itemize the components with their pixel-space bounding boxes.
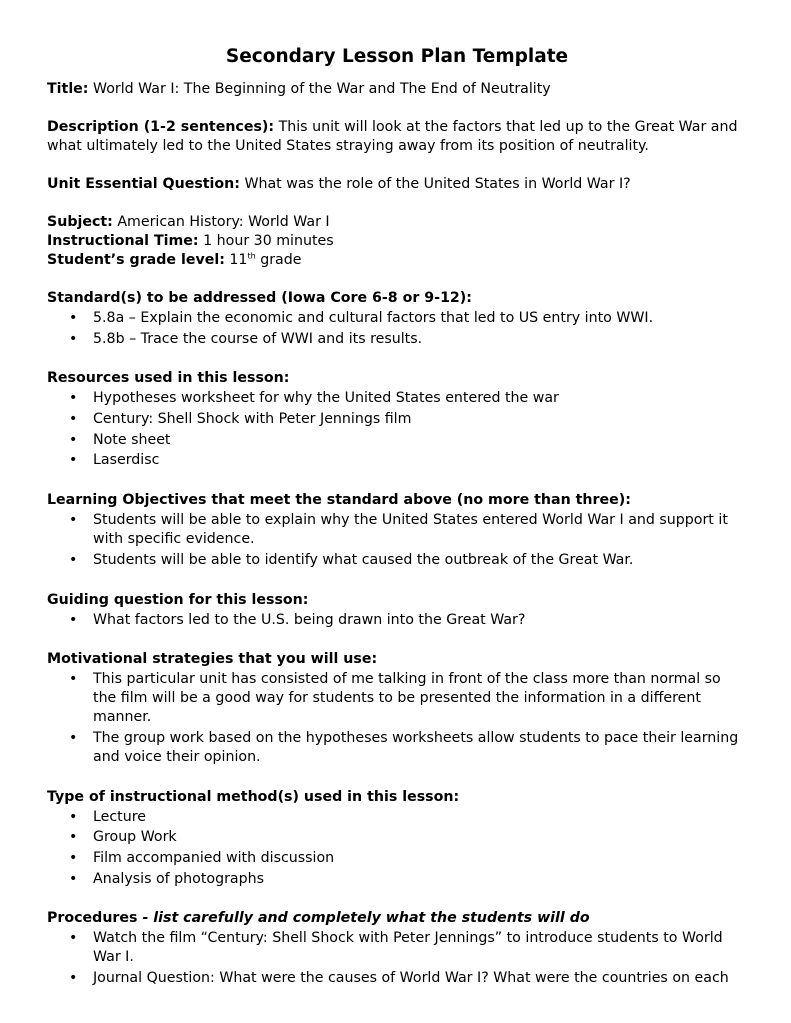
objectives-list <box>47 511 747 570</box>
list-item-text: 5.8b – Trace the course of WWI and its results. <box>93 330 423 347</box>
procedures-heading: Procedures <box>47 910 138 927</box>
procedures-heading-note: - list carefully and completely what the students will do <box>137 910 590 927</box>
list-item <box>47 389 747 408</box>
spacer <box>47 350 747 369</box>
list-item-text: Students will be able to explain why the United States entered World War I and support it with specific evidence. <box>93 512 728 548</box>
list-item <box>47 410 747 429</box>
list-item-text: Hypotheses worksheet for why the United States entered the war <box>93 390 559 407</box>
list-item-text: Note sheet <box>93 431 171 448</box>
subject-line <box>47 213 747 232</box>
list-item <box>47 611 747 630</box>
list-item-text: Analysis of photographs <box>93 870 264 887</box>
bullet-icon: • <box>69 310 78 326</box>
list-item <box>47 451 747 470</box>
resources-list <box>47 389 747 470</box>
list-item <box>47 511 747 549</box>
list-item-text: Century: Shell Shock with Peter Jennings film <box>93 411 412 428</box>
bullet-icon: • <box>69 512 78 529</box>
list-item-text: Students will be able to identify what caused the outbreak of the Great War. <box>93 551 634 568</box>
motivational-heading: Motivational strategies that you will use: <box>47 651 378 668</box>
bullet-icon: • <box>69 452 78 469</box>
bullet-icon: • <box>69 411 78 428</box>
list-item <box>47 849 747 868</box>
objectives-heading: Learning Objectives that meet the standard above (no more than three): <box>47 492 631 509</box>
bullet-icon: • <box>69 729 78 746</box>
list-item <box>47 431 747 450</box>
grade-level-label: Student’s grade level: <box>47 252 225 268</box>
spacer <box>47 572 747 591</box>
bullet-icon: • <box>69 829 78 846</box>
spacer <box>47 890 747 909</box>
list-item-text: Laserdisc <box>93 452 160 469</box>
grade-level-number: 11 <box>229 252 248 268</box>
spacer <box>47 156 747 175</box>
description-value: This unit will look at the factors that led up to the Great War and what ultimately led to the United States straying away from its position of neutrality. <box>47 119 738 154</box>
grade-level-word: grade <box>260 252 302 268</box>
grade-level-line <box>47 251 747 270</box>
instructional-time-label: Instructional Time: <box>47 233 199 249</box>
bullet-icon: • <box>69 808 78 825</box>
list-item <box>47 870 747 889</box>
list-item-text: Watch the film “Century: Shell Shock with Peter Jennings” to introduce students to World War I. <box>93 930 723 966</box>
instructional-time-line <box>47 232 747 251</box>
essential-question-label: Unit Essential Question: <box>47 176 240 192</box>
spacer <box>47 99 747 118</box>
subject-value: American History: World War I <box>117 214 330 230</box>
bullet-icon: • <box>69 611 78 628</box>
list-item-text: What factors led to the U.S. being drawn into the Great War? <box>93 611 526 628</box>
bullet-icon: • <box>69 930 78 947</box>
bullet-icon: • <box>69 970 78 986</box>
bullet-icon: • <box>69 671 78 688</box>
standards-heading: Standard(s) to be addressed (Iowa Core 6-8 or 9-12): <box>47 290 472 306</box>
title-line <box>47 80 747 99</box>
procedures-heading-line <box>47 909 747 928</box>
list-item <box>47 330 747 349</box>
list-item <box>47 670 747 727</box>
grade-level-suffix: th <box>247 251 256 261</box>
list-item-text: Film accompanied with discussion <box>93 849 335 866</box>
essential-question-line <box>47 175 747 194</box>
procedures-list <box>47 929 747 988</box>
bullet-icon: • <box>69 849 78 866</box>
list-item <box>47 808 747 827</box>
bullet-icon: • <box>69 330 78 347</box>
subject-label: Subject: <box>47 214 113 230</box>
list-item <box>47 551 747 570</box>
list-item-text: The group work based on the hypotheses worksheets allow students to pace their learning and voice their opinion. <box>93 729 739 765</box>
spacer <box>47 631 747 650</box>
spacer <box>47 270 747 289</box>
essential-question-value: What was the role of the United States in World War I? <box>244 176 631 192</box>
list-item <box>47 969 747 988</box>
guiding-question-list <box>47 611 747 630</box>
methods-heading: Type of instructional method(s) used in this lesson: <box>47 788 460 805</box>
list-item-text: Journal Question: What were the causes of World War I? What were the countries on each <box>93 970 729 986</box>
instructional-time-value: 1 hour 30 minutes <box>203 233 334 249</box>
title-label: Title: <box>47 81 89 97</box>
list-item-text: Lecture <box>93 808 146 825</box>
standards-list <box>47 309 747 349</box>
list-item-text: This particular unit has consisted of me talking in front of the class more than normal so the film will be a good way for students to be presented the information in a different manner. <box>93 671 721 726</box>
bullet-icon: • <box>69 870 78 887</box>
methods-list <box>47 808 747 889</box>
spacer <box>47 194 747 213</box>
spacer <box>47 769 747 788</box>
spacer <box>47 472 747 491</box>
resources-heading: Resources used in this lesson: <box>47 370 290 387</box>
bullet-icon: • <box>69 390 78 407</box>
description-label: Description (1-2 sentences): <box>47 119 275 135</box>
title-value: World War I: The Beginning of the War and The End of Neutrality <box>93 81 551 97</box>
list-item <box>47 729 747 767</box>
description-line <box>47 118 747 156</box>
list-item-text: 5.8a – Explain the economic and cultural factors that led to US entry into WWI. <box>93 310 654 326</box>
guiding-question-heading: Guiding question for this lesson: <box>47 591 309 608</box>
list-item <box>47 929 747 967</box>
bullet-icon: • <box>69 551 78 568</box>
list-item <box>47 309 747 328</box>
lesson-plan-page <box>47 44 747 990</box>
document-title: Secondary Lesson Plan Template <box>225 46 569 67</box>
list-item <box>47 828 747 847</box>
motivational-list <box>47 670 747 767</box>
list-item-text: Group Work <box>93 829 177 846</box>
bullet-icon: • <box>69 431 78 448</box>
